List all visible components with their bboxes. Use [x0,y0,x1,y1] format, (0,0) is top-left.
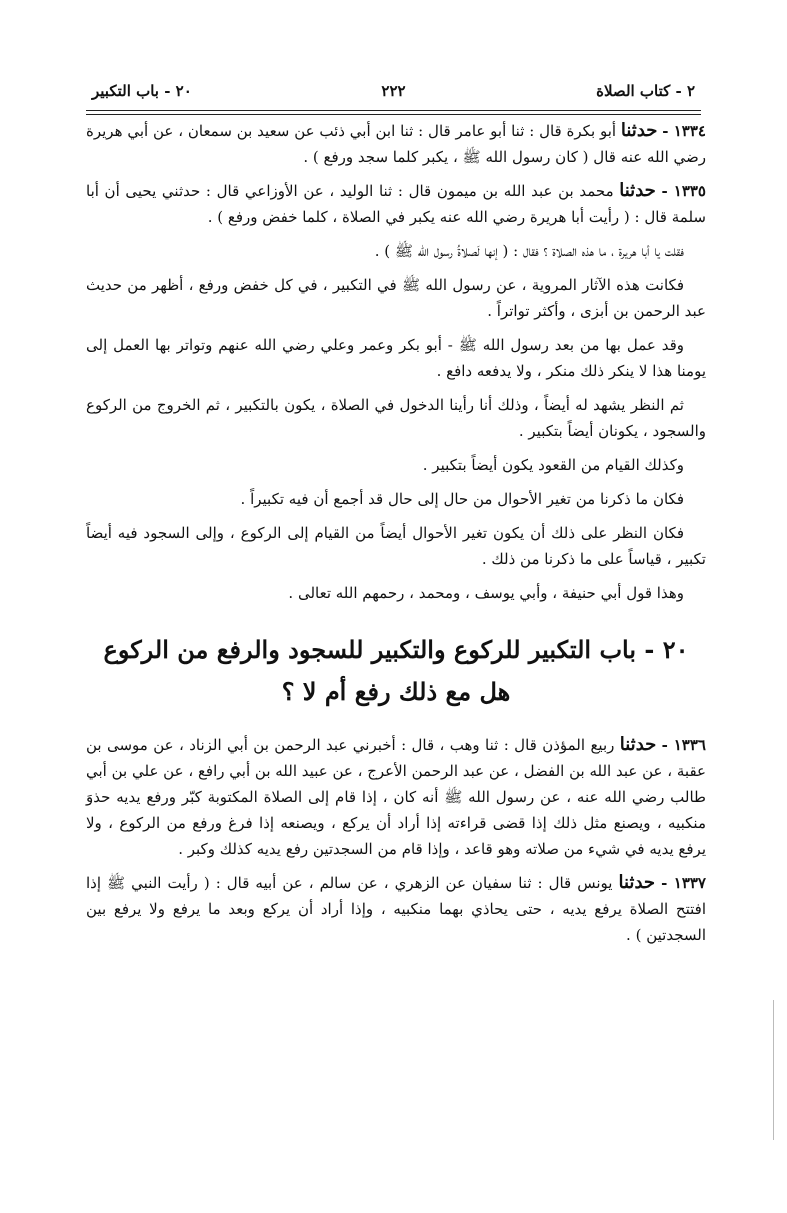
haddatha-word: حدثنا [618,872,656,893]
header-divider [86,110,701,115]
paragraph: فقلت يا أبا هريرة ، ما هذه الصلاة ؟ فقال : ( إنها لَصلاةُ رسول الله ﷺ ) . [374,242,684,260]
hadith-text: محمد بن عبد الله بن ميمون قال : ثنا الوليد ، عن الأوزاعي قال : حدثني يحيى أن أبا سلمة قال : ( رأيت أبا هريرة رضي الله عنه يكبر في الصلاة ، كلما خفض ورفع ) . [86,182,706,226]
scan-margin-mark [773,1000,774,1140]
paragraph: فكان ما ذكرنا من تغير الأحوال من حال إلى حال قد أجمع أن فيه تكبيراً . [240,490,684,508]
paragraph: فكانت هذه الآثار المروية ، عن رسول الله ﷺ في التكبير ، في كل خفض ورفع ، أظهر من حديث عبد الرحمن بن أبزى ، وأكثر تواتراً . [86,276,706,320]
hadith-text: يونس قال : ثنا سفيان عن الزهري ، عن سالم ، عن أبيه قال : ( رأيت النبي ﷺ إذا افتتح الصلاة يرفع يديه ، حتى يحاذي بهما منكبيه ، وإذا أراد أن يركع وبعد ما يرفع ولا يرفع بين السجدتين ) . [86,874,706,944]
hadith-1337 [86,870,706,948]
hadith-number: ١٣٣٤ - [662,122,706,140]
haddatha-word: حدثنا [619,180,656,201]
paragraph: وكذلك القيام من القعود يكون أيضاً بتكبير . [422,456,684,474]
hadith-number: ١٣٣٥ - [661,182,706,200]
chapter-subheading: هل مع ذلك رفع أم لا ؟ [281,677,511,706]
hadith-1334 [86,118,706,170]
page-number: ٢٢٢ [381,82,406,100]
chapter-running-title: ٢٠ - باب التكبير [92,82,192,100]
hadith-text: أبو بكرة قال : ثنا أبو عامر قال : ثنا ابن أبي ذئب عن سعيد بن سمعان ، عن أبي هريرة رضي الله عنه قال ( كان رسول الله ﷺ ، يكبر كلما سجد ورفع ) . [86,122,706,166]
paragraph: وهذا قول أبي حنيفة ، وأبي يوسف ، ومحمد ، رحمهم الله تعالى . [288,584,684,602]
chapter-heading: ٢٠ - باب التكبير للركوع والتكبير للسجود والرفع من الركوع [103,635,689,664]
paragraph: فكان النظر على ذلك أن يكون تغير الأحوال أيضاً من القيام إلى الركوع ، وإلى السجود فيه أيضاً تكبير ، قياساً على ما ذكرنا من ذلك . [86,524,706,568]
hadith-1335 [86,178,706,230]
book-title: ٢ - كتاب الصلاة [596,82,695,100]
haddatha-word: حدثنا [620,120,658,141]
hadith-number: ١٣٣٦ - [661,736,706,754]
haddatha-word: حدثنا [619,734,657,755]
page-header [86,76,701,106]
hadith-text: ربيع المؤذن قال : ثنا وهب ، قال : أخبرني عبد الرحمن بن أبي الزناد ، عن موسى بن عقبة ، عن عبد الله بن الفضل ، عن عبد الرحمن الأعرج ، عن عبيد الله بن أبي رافع ، عن علي بن أبي طالب رضي الله عنه ، عن رسول الله ﷺ أنه كان ، إذا قام إلى الصلاة المكتوبة كبّر ورفع يديه حذوَ منكبيه ، ويصنع مثل ذلك إذا قضى قراءته إذا أراد أن يركع ، ويصنعه إذا فرغ ورفع من الركوع ، ولا يرفع يديه في شيء من صلاته وهو قاعد ، وإذا قام من السجدتين رفع يديه كذلك وكبر . [86,736,706,858]
hadith-number: ١٣٣٧ - [661,874,706,892]
paragraph: ثم النظر يشهد له أيضاً ، وذلك أنا رأينا الدخول في الصلاة ، يكون بالتكبير ، ثم الخروج من الركوع والسجود ، يكونان أيضاً بتكبير . [86,396,706,440]
main-text [86,118,706,956]
hadith-1336 [86,732,706,862]
paragraph: وقد عمل بها من بعد رسول الله ﷺ - أبو بكر وعمر وعلي رضي الله عنهم وتواتر بها العمل إلى يومنا هذا لا ينكر ذلك منكر ، ولا يدفعه دافع . [86,336,706,380]
